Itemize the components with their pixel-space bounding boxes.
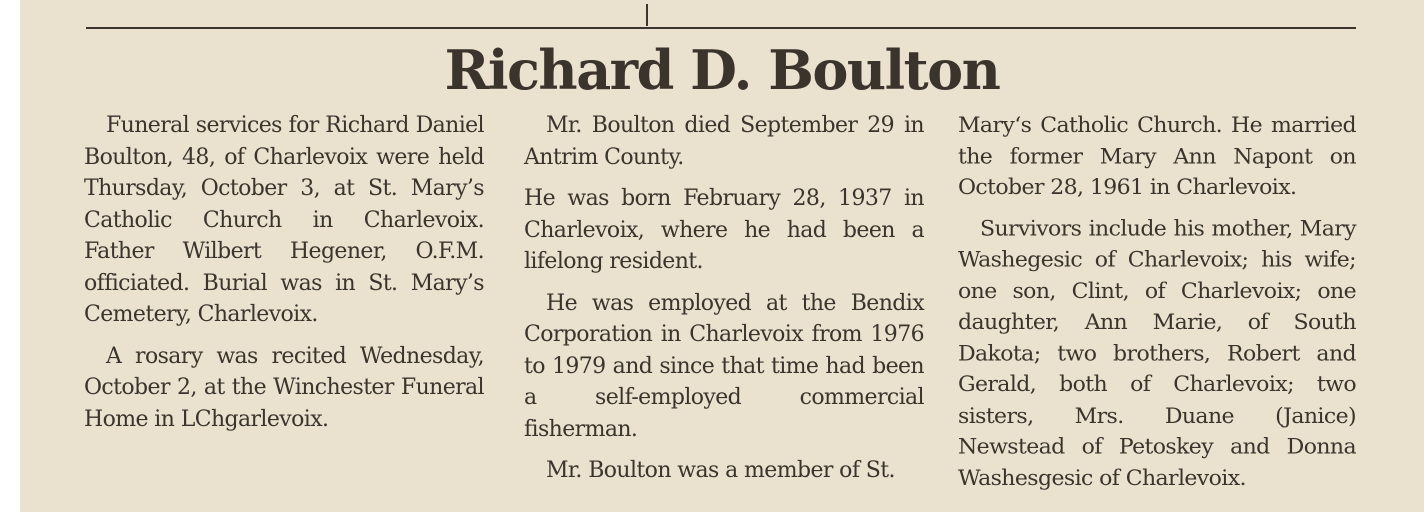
paragraph: Mr. Boulton was a member of St. bbox=[546, 458, 895, 483]
paragraph: Survivors include his mother, Mary Washegesic of Charlevoix; his wife; one son, Clint, of Charlevoix; one daughter, Ann Marie, of South Dakota; two brothers, Robert and Gerald, both of Charlevoix; two sisters, Mrs. Duane (Janice) Newstead of Petoskey and Donna Washesgesic of Charlevoix. bbox=[958, 216, 1356, 491]
scan-margin bbox=[0, 0, 20, 512]
text-column-3 bbox=[958, 110, 1356, 504]
column-tick-rule bbox=[646, 4, 648, 26]
paragraph: He was born February 28, 1937 in Charlevoix, where he had been a lifelong resident. bbox=[524, 186, 924, 274]
paper-background bbox=[20, 0, 1424, 512]
text-column-1 bbox=[84, 110, 484, 445]
paragraph: A rosary was recited Wednesday, October 2, at the Winchester Funeral Home in LChgarlevoix. bbox=[84, 343, 484, 432]
paragraph: Funeral services for Richard Daniel Boulton, 48, of Charlevoix were held Thursday, October 3, at St. Mary’s Catholic Church in Charlevoix. Father Wilbert Hegener, O.F.M. officiated. Burial was in St. Mary’s Cemetery, Charlevoix. bbox=[84, 113, 484, 327]
top-rule bbox=[86, 27, 1356, 29]
paragraph: Mr. Boulton died September 29 in Antrim County. bbox=[524, 113, 924, 170]
paragraph: He was employed at the Bendix Corporation in Charlevoix from 1976 to 1979 and since that time had been a self-employed commercial fisherman. bbox=[524, 290, 924, 442]
obituary-headline: Richard D. Boulton bbox=[444, 38, 1000, 102]
text-column-2 bbox=[524, 110, 924, 497]
paragraph: Mary‘s Catholic Church. He married the former Mary Ann Napont on October 28, 1961 in Charlevoix. bbox=[958, 112, 1356, 201]
